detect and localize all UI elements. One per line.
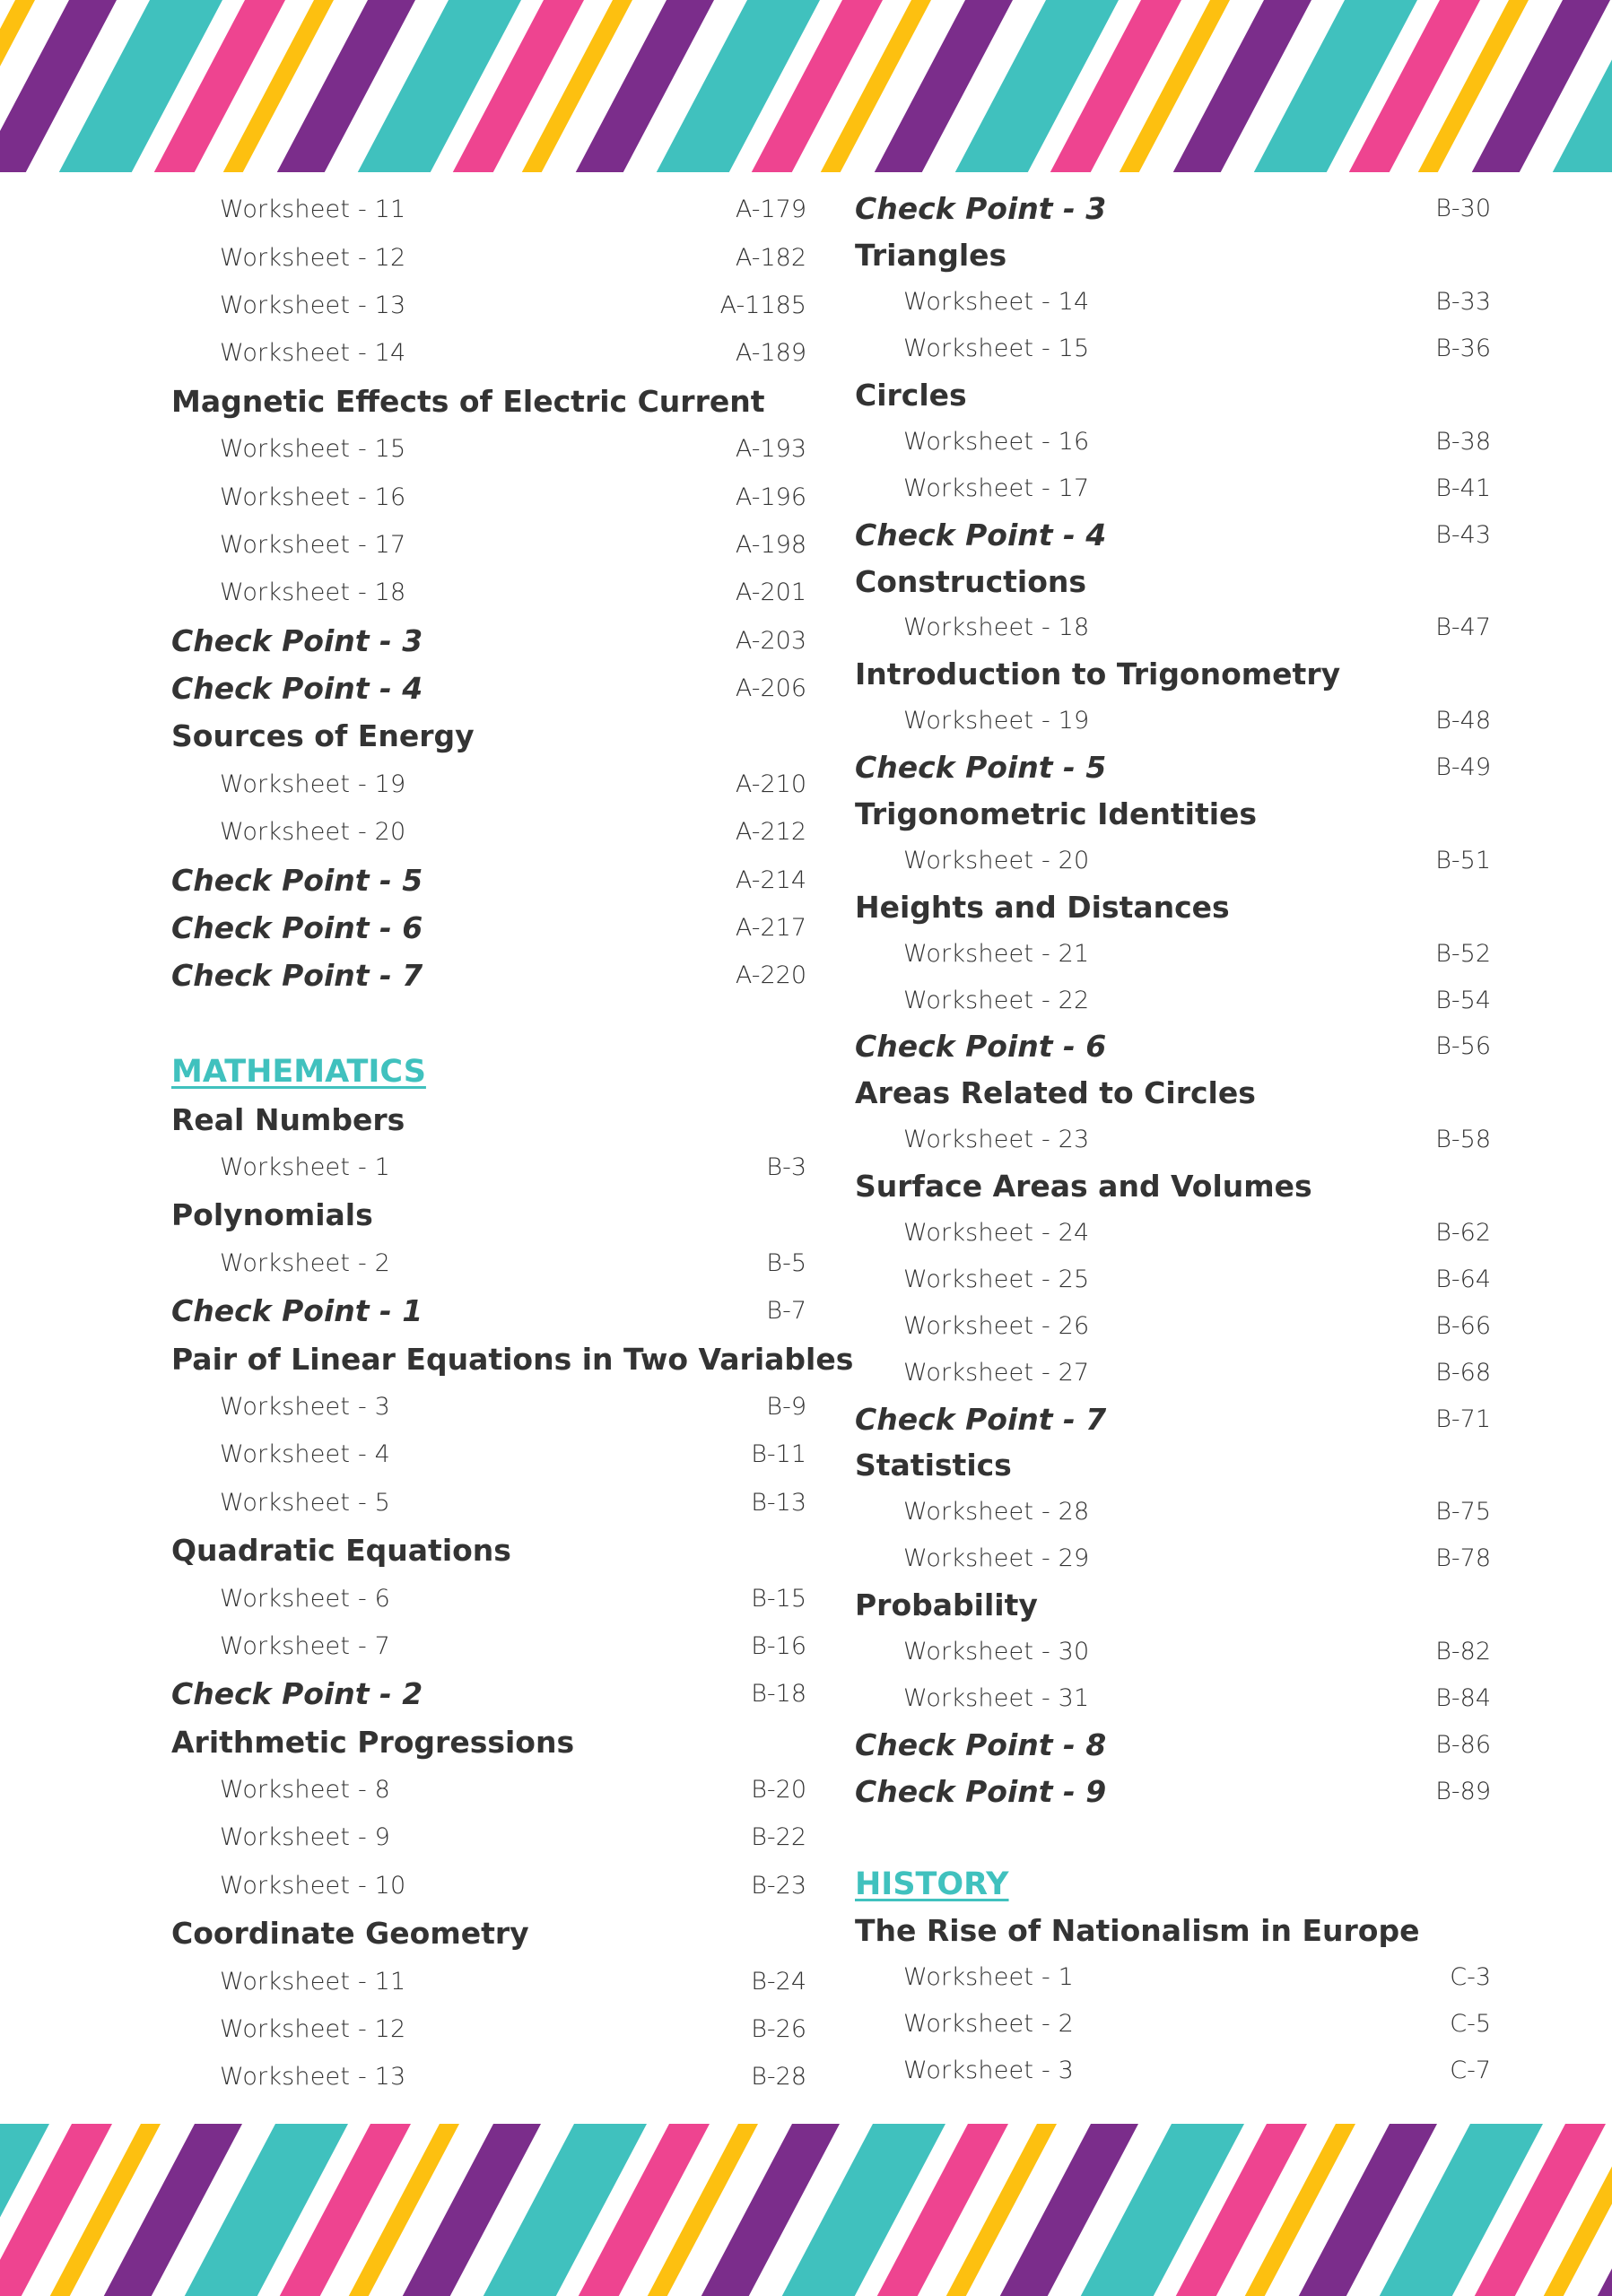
page-number: B-48	[1435, 707, 1491, 735]
entry-title: Polynomials	[171, 1197, 373, 1233]
entry-title: Worksheet - 23	[903, 1126, 1090, 1154]
page-number: A-196	[735, 483, 806, 511]
toc-entry-worksheet[interactable]	[855, 1954, 1491, 2001]
page-number: B-24	[751, 1967, 806, 1996]
toc-entry-worksheet[interactable]	[171, 329, 806, 377]
entry-title: Worksheet - 13	[220, 291, 406, 319]
toc-entry-worksheet[interactable]	[171, 521, 806, 569]
toc-entry-worksheet[interactable]	[171, 1957, 806, 2005]
entry-title: Coordinate Geometry	[171, 1916, 529, 1952]
toc-chapter-heading[interactable]	[855, 232, 1491, 279]
entry-title: The Rise of Nationalism in Europe	[855, 1913, 1420, 1949]
toc-chapter-heading[interactable]	[855, 651, 1491, 698]
entry-title: Probability	[855, 1587, 1038, 1623]
entry-title: Worksheet - 4	[220, 1440, 391, 1469]
entry-title: Introduction to Trigonometry	[855, 657, 1341, 692]
entry-title: Worksheet - 17	[903, 474, 1090, 502]
entry-title: Worksheet - 24	[903, 1219, 1090, 1248]
page-number: B-58	[1435, 1126, 1491, 1154]
entry-title: Worksheet - 18	[903, 613, 1090, 642]
toc-entry-worksheet[interactable]	[171, 473, 806, 520]
entry-title: Constructions	[855, 563, 1087, 599]
toc-entry-worksheet[interactable]	[171, 2053, 806, 2100]
page-number: B-38	[1435, 427, 1491, 456]
page-number: B-56	[1435, 1032, 1491, 1061]
entry-title: Check Point - 7	[171, 958, 423, 994]
toc-chapter-heading[interactable]	[855, 791, 1491, 838]
entry-title: Triangles	[855, 238, 1007, 274]
entry-title: Worksheet - 15	[903, 335, 1090, 363]
entry-title: Check Point - 6	[171, 910, 423, 946]
toc-entry-checkpoint[interactable]	[171, 952, 806, 999]
entry-title: Pair of Linear Equations in Two Variables	[171, 1341, 854, 1377]
entry-title: Worksheet - 15	[220, 435, 406, 464]
page-number: B-26	[751, 2015, 806, 2044]
toc-entry-worksheet[interactable]	[171, 1383, 806, 1431]
entry-title: Worksheet - 13	[220, 2063, 406, 2092]
page-number: B-13	[751, 1488, 806, 1517]
toc-chapter-heading[interactable]	[171, 378, 806, 425]
toc-entry-worksheet[interactable]	[855, 698, 1491, 744]
entry-title: Worksheet - 7	[220, 1631, 391, 1660]
entry-title: Worksheet - 25	[903, 1265, 1090, 1293]
toc-entry-worksheet[interactable]	[855, 604, 1491, 651]
page-number: C-5	[1450, 2010, 1491, 2039]
page-number: B-62	[1435, 1219, 1491, 1248]
toc-subject-heading[interactable]	[171, 1048, 806, 1095]
entry-title: Check Point - 2	[171, 1676, 423, 1712]
page-number: B-9	[766, 1392, 806, 1421]
entry-title: Worksheet - 26	[903, 1311, 1090, 1340]
page-number: A-220	[735, 961, 806, 990]
entry-title: Worksheet - 14	[903, 288, 1090, 317]
entry-title: HISTORY	[855, 1866, 1009, 1902]
toc-entry-checkpoint[interactable]	[855, 186, 1491, 232]
entry-title: Worksheet - 3	[903, 2057, 1075, 2085]
toc-entry-worksheet[interactable]	[855, 1210, 1491, 1257]
toc-entry-worksheet[interactable]	[855, 1535, 1491, 1582]
toc-entry-worksheet[interactable]	[855, 1675, 1491, 1722]
page-number: A-201	[735, 578, 806, 607]
page-number: A-203	[735, 626, 806, 655]
toc-entry-worksheet[interactable]	[855, 977, 1491, 1023]
toc-entry-worksheet[interactable]	[855, 326, 1491, 372]
page-number: B-18	[751, 1680, 806, 1709]
entry-title: Worksheet - 19	[903, 707, 1090, 735]
page-number: B-84	[1435, 1683, 1491, 1712]
entry-title: Worksheet - 9	[220, 1823, 391, 1852]
toc-entry-worksheet[interactable]	[855, 1629, 1491, 1675]
toc-entry-worksheet[interactable]	[855, 1117, 1491, 1163]
entry-title: Check Point - 4	[171, 671, 423, 707]
entry-title: Worksheet - 8	[220, 1776, 391, 1805]
toc-entry-worksheet[interactable]	[171, 1622, 806, 1670]
page-number: A-193	[735, 435, 806, 464]
page-number: A-212	[735, 818, 806, 847]
entry-title: Check Point - 3	[855, 191, 1107, 227]
page-number: A-182	[735, 243, 806, 272]
page-number: C-7	[1450, 2057, 1491, 2085]
toc-entry-worksheet[interactable]	[171, 1766, 806, 1813]
entry-title: Surface Areas and Volumes	[855, 1169, 1312, 1205]
toc-entry-worksheet[interactable]	[855, 1256, 1491, 1302]
entry-title: Heights and Distances	[855, 889, 1230, 925]
toc-entry-worksheet[interactable]	[171, 1862, 806, 1909]
toc-chapter-heading[interactable]	[855, 558, 1491, 604]
page-number: B-20	[751, 1776, 806, 1805]
page-number: B-15	[751, 1584, 806, 1613]
page-number: B-28	[751, 2063, 806, 2092]
entry-title: Check Point - 8	[855, 1726, 1107, 1762]
entry-title: Worksheet - 17	[220, 530, 406, 559]
toc-entry-worksheet[interactable]	[855, 1302, 1491, 1349]
entry-title: Worksheet - 10	[220, 1871, 406, 1900]
toc-entry-worksheet[interactable]	[171, 425, 806, 473]
page-number: B-16	[751, 1631, 806, 1660]
entry-title: Worksheet - 29	[903, 1544, 1090, 1573]
page-number: A-1185	[719, 291, 806, 319]
entry-title: Worksheet - 16	[903, 427, 1090, 456]
entry-title: Check Point - 5	[855, 750, 1107, 786]
page-number: A-210	[735, 770, 806, 798]
entry-title: Worksheet - 19	[220, 770, 406, 798]
toc-entry-worksheet[interactable]	[855, 465, 1491, 511]
entry-title: Areas Related to Circles	[855, 1075, 1256, 1111]
decorative-stripe-band-bottom	[0, 2124, 1612, 2296]
toc-chapter-heading[interactable]	[855, 372, 1491, 419]
entry-title: Check Point - 1	[171, 1293, 423, 1329]
toc-chapter-heading[interactable]	[171, 1095, 806, 1143]
page-number: B-86	[1435, 1730, 1491, 1759]
toc-entry-worksheet[interactable]	[171, 1813, 806, 1861]
page-number: B-78	[1435, 1544, 1491, 1573]
toc-entry-checkpoint[interactable]	[171, 617, 806, 665]
toc-entry-worksheet[interactable]	[171, 233, 806, 281]
toc-entry-checkpoint[interactable]	[171, 1670, 806, 1718]
page-number: A-179	[735, 196, 806, 224]
toc-chapter-heading[interactable]	[855, 1163, 1491, 1210]
page-number: C-3	[1450, 1963, 1491, 1992]
toc-entry-worksheet[interactable]	[171, 569, 806, 616]
toc-chapter-heading[interactable]	[171, 712, 806, 760]
entry-title: Worksheet - 1	[220, 1153, 391, 1181]
toc-entry-worksheet[interactable]	[171, 2005, 806, 2053]
toc-chapter-heading[interactable]	[171, 1335, 854, 1382]
toc-chapter-heading[interactable]	[171, 1718, 806, 1766]
toc-entry-checkpoint[interactable]	[171, 856, 806, 903]
entry-title: MATHEMATICS	[171, 1053, 426, 1090]
toc-entry-worksheet[interactable]	[855, 279, 1491, 326]
toc-entry-worksheet[interactable]	[855, 2048, 1491, 2094]
page-number: A-217	[735, 914, 806, 943]
entry-title: Worksheet - 20	[220, 818, 406, 847]
toc-entry-checkpoint[interactable]	[855, 1396, 1491, 1442]
toc-entry-worksheet[interactable]	[855, 1489, 1491, 1535]
entry-title: Worksheet - 12	[220, 2015, 406, 2044]
toc-entry-checkpoint[interactable]	[171, 1287, 806, 1335]
entry-title: Worksheet - 6	[220, 1584, 391, 1613]
toc-chapter-heading[interactable]	[855, 883, 1491, 930]
page-number: B-36	[1435, 335, 1491, 363]
entry-title: Check Point - 7	[855, 1401, 1107, 1437]
toc-entry-worksheet[interactable]	[171, 1144, 806, 1191]
page-number: B-68	[1435, 1358, 1491, 1387]
entry-title: Check Point - 5	[171, 862, 423, 898]
page-number: B-43	[1435, 520, 1491, 549]
toc-entry-worksheet[interactable]	[171, 1239, 806, 1287]
toc-entry-worksheet[interactable]	[171, 761, 806, 808]
entry-title: Arithmetic Progressions	[171, 1724, 575, 1760]
toc-entry-checkpoint[interactable]	[855, 1023, 1491, 1070]
toc-entry-worksheet[interactable]	[171, 1431, 806, 1478]
page-number: B-3	[766, 1153, 806, 1181]
toc-entry-worksheet[interactable]	[171, 186, 806, 233]
entry-title: Check Point - 9	[855, 1773, 1107, 1809]
entry-title: Worksheet - 3	[220, 1392, 391, 1421]
toc-entry-checkpoint[interactable]	[855, 1768, 1491, 1814]
entry-title: Worksheet - 22	[903, 986, 1090, 1014]
page-number: A-198	[735, 530, 806, 559]
toc-entry-checkpoint[interactable]	[855, 1721, 1491, 1768]
entry-title: Worksheet - 11	[220, 1967, 406, 1996]
page-number: B-30	[1435, 195, 1491, 223]
page-number: B-7	[766, 1297, 806, 1326]
page-number: B-64	[1435, 1265, 1491, 1293]
entry-title: Magnetic Effects of Electric Current	[171, 383, 765, 419]
toc-entry-worksheet[interactable]	[171, 1574, 806, 1622]
entry-title: Check Point - 4	[855, 517, 1107, 552]
page-number: B-49	[1435, 753, 1491, 782]
entry-title: Worksheet - 12	[220, 243, 406, 272]
toc-entry-worksheet[interactable]	[855, 930, 1491, 977]
toc-chapter-heading[interactable]	[855, 1582, 1491, 1629]
toc-column-left	[171, 186, 854, 2101]
toc-entry-worksheet[interactable]	[855, 2001, 1491, 2048]
decorative-stripe-band-top	[0, 0, 1612, 172]
entry-title: Statistics	[855, 1448, 1012, 1483]
entry-title: Trigonometric Identities	[855, 796, 1258, 832]
entry-title: Worksheet - 2	[220, 1248, 391, 1277]
entry-title: Worksheet - 31	[903, 1683, 1090, 1712]
page-number: B-82	[1435, 1638, 1491, 1666]
toc-chapter-heading[interactable]	[171, 1526, 806, 1574]
toc-spacer	[171, 1000, 806, 1048]
page-number: B-41	[1435, 474, 1491, 502]
toc-entry-worksheet[interactable]	[171, 808, 806, 856]
page-number: B-54	[1435, 986, 1491, 1014]
toc-chapter-heading[interactable]	[171, 1909, 806, 1957]
entry-title: Worksheet - 21	[903, 939, 1090, 968]
entry-title: Worksheet - 2	[903, 2010, 1075, 2039]
entry-title: Real Numbers	[171, 1101, 405, 1137]
entry-title: Worksheet - 27	[903, 1358, 1090, 1387]
entry-title: Sources of Energy	[171, 718, 475, 754]
toc-column-right	[855, 186, 1491, 2094]
page-number: B-23	[751, 1871, 806, 1900]
stripe-pattern	[0, 2124, 1612, 2296]
toc-entry-checkpoint[interactable]	[171, 904, 806, 952]
entry-title: Check Point - 6	[855, 1029, 1107, 1065]
entry-title: Circles	[855, 378, 967, 413]
entry-title: Worksheet - 18	[220, 578, 406, 607]
toc-entry-worksheet[interactable]	[855, 418, 1491, 465]
toc-entry-checkpoint[interactable]	[171, 665, 806, 712]
toc-subject-heading[interactable]	[855, 1861, 1491, 1908]
toc-chapter-heading[interactable]	[855, 1442, 1491, 1489]
page-number: A-206	[735, 674, 806, 703]
page-number: B-33	[1435, 288, 1491, 317]
entry-title: Worksheet - 11	[220, 196, 406, 224]
page-number: B-5	[766, 1248, 806, 1277]
entry-title: Worksheet - 1	[903, 1963, 1075, 1992]
entry-title: Worksheet - 5	[220, 1488, 391, 1517]
toc-chapter-heading[interactable]	[171, 1191, 806, 1239]
entry-title: Worksheet - 28	[903, 1498, 1090, 1526]
page-number: B-66	[1435, 1311, 1491, 1340]
page-number: B-71	[1435, 1405, 1491, 1433]
toc-entry-worksheet[interactable]	[171, 1479, 806, 1526]
page-number: B-75	[1435, 1498, 1491, 1526]
page-number: B-52	[1435, 939, 1491, 968]
page-number: B-51	[1435, 846, 1491, 874]
toc-entry-checkpoint[interactable]	[855, 511, 1491, 558]
page-number: B-47	[1435, 613, 1491, 642]
toc-chapter-heading[interactable]	[855, 1070, 1491, 1117]
toc-chapter-heading[interactable]	[855, 1908, 1491, 1954]
stripe-pattern	[0, 0, 1612, 172]
entry-title: Worksheet - 16	[220, 483, 406, 511]
toc-spacer	[855, 1814, 1491, 1861]
toc-entry-checkpoint[interactable]	[855, 744, 1491, 791]
page-number: A-189	[735, 339, 806, 368]
toc-entry-worksheet[interactable]	[855, 837, 1491, 883]
toc-entry-worksheet[interactable]	[171, 282, 806, 329]
page-number: A-214	[735, 865, 806, 894]
entry-title: Worksheet - 20	[903, 846, 1090, 874]
toc-entry-worksheet[interactable]	[855, 1349, 1491, 1396]
page-number: B-89	[1435, 1777, 1491, 1805]
entry-title: Quadratic Equations	[171, 1533, 511, 1569]
entry-title: Check Point - 3	[171, 622, 423, 658]
page-number: B-11	[751, 1440, 806, 1469]
entry-title: Worksheet - 30	[903, 1638, 1090, 1666]
page-number: B-22	[751, 1823, 806, 1852]
entry-title: Worksheet - 14	[220, 339, 406, 368]
